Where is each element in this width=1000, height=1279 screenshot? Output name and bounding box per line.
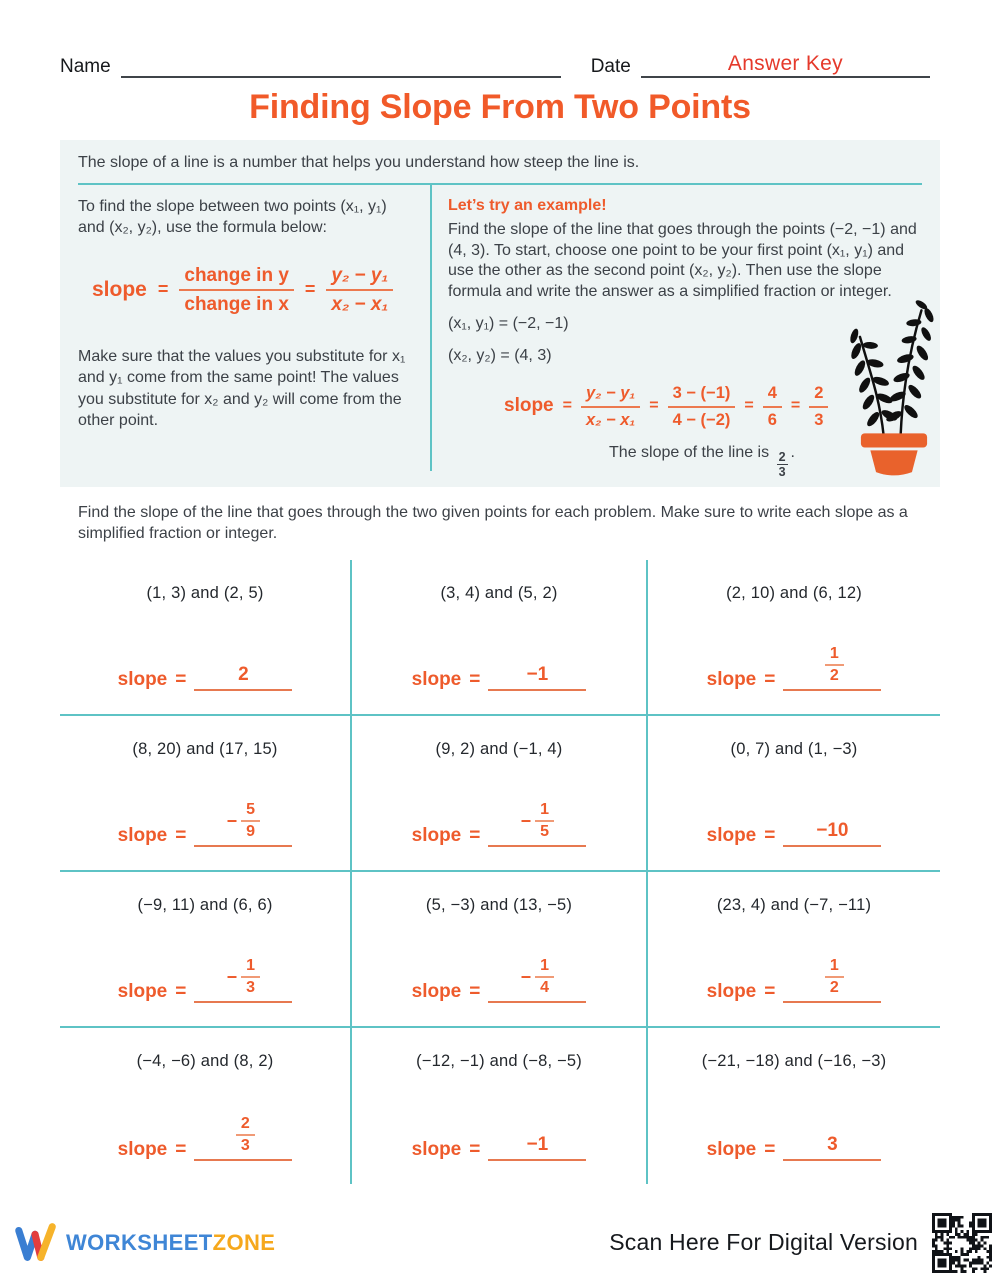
answer-numerator: 2 xyxy=(236,1114,255,1136)
fraction-denominator: x₂ − x₁ xyxy=(585,410,636,429)
header-row xyxy=(60,52,930,78)
answer-numerator: 1 xyxy=(535,956,554,978)
slope-word: slope xyxy=(504,395,554,417)
intro-lead: The slope of a line is a number that helps you understand how steep the line is. xyxy=(78,154,640,171)
answer-denominator: 3 xyxy=(240,1137,250,1154)
fraction-numerator: 2 xyxy=(809,384,828,408)
fraction-numerator: 2 xyxy=(778,449,786,464)
fraction-numerator: y₂ − y₁ xyxy=(581,384,640,408)
answer-fraction xyxy=(521,956,554,998)
answer-row xyxy=(352,1135,646,1161)
answer-blank-line xyxy=(488,800,586,847)
problem-points: (23, 4) and (−7, −11) xyxy=(716,896,872,914)
answer-fraction xyxy=(521,800,554,842)
variables-fraction xyxy=(581,384,640,430)
result-fraction xyxy=(763,384,782,430)
equals-sign: = xyxy=(790,397,801,415)
fraction-stack xyxy=(535,800,554,842)
answer-numerator: 1 xyxy=(535,800,554,822)
answer-fraction xyxy=(227,956,260,998)
conclusion-text: The slope of the line is xyxy=(609,443,770,461)
answer-blank-line xyxy=(488,1135,586,1161)
answer-denominator: 9 xyxy=(246,823,256,840)
substituted-fraction xyxy=(668,384,736,430)
page-title: Finding Slope From Two Points xyxy=(249,88,751,126)
equals-sign: = xyxy=(744,397,754,415)
horizontal-divider xyxy=(78,183,922,185)
answer-denominator: 2 xyxy=(829,979,839,996)
answer-key-text: Answer Key xyxy=(727,52,843,75)
answer-whole: −10 xyxy=(816,820,849,842)
answer-fraction xyxy=(227,800,260,842)
brand-worksheet: WORKSHEET xyxy=(66,1229,213,1255)
answer-row xyxy=(352,665,646,691)
answer-row xyxy=(648,956,940,1003)
problem-cell xyxy=(352,560,648,716)
fraction-denominator: 3 xyxy=(814,410,824,429)
problem-cell xyxy=(648,1028,940,1184)
fraction-numerator: change in y xyxy=(179,265,294,292)
answer-row xyxy=(60,800,350,847)
answer-row xyxy=(60,956,350,1003)
worksheetzone-logo-icon xyxy=(14,1221,58,1265)
problem-points: (−9, 11) and (6, 6) xyxy=(137,896,273,914)
problem-cell xyxy=(352,1028,648,1184)
answer-blank-line xyxy=(194,956,292,1003)
problem-cell xyxy=(60,560,352,716)
equals-sign: = xyxy=(469,669,481,691)
problems-grid xyxy=(60,560,940,1184)
equals-sign: = xyxy=(469,981,481,1003)
answer-blank-line xyxy=(488,956,586,1003)
problem-points: (−4, −6) and (8, 2) xyxy=(136,1052,274,1070)
answer-fraction xyxy=(232,1114,255,1156)
answer-denominator: 4 xyxy=(540,979,550,996)
problem-cell xyxy=(648,872,940,1028)
answer-row xyxy=(60,1114,350,1161)
answer-numerator: 1 xyxy=(241,956,260,978)
date-label: Date xyxy=(590,56,631,77)
info-left-column xyxy=(78,196,414,431)
problem-cell xyxy=(60,716,352,872)
answer-blank-line xyxy=(783,956,881,1003)
example-point-1: (x₁, y₁) = (−2, −1) xyxy=(448,314,569,332)
answer-blank-line xyxy=(783,1135,881,1161)
example-text: Find the slope of the line that goes through the points (−2, −1) and (4, 3). To start, choose one point to be your first point (x₁, y₁) and use the other as the second point (x₂, y₂). Then use the slope formula and write the answer as a simplified fraction or integer. xyxy=(448,220,917,301)
slope-word: slope xyxy=(92,278,147,302)
equals-sign: = xyxy=(175,1139,187,1161)
problem-cell xyxy=(60,872,352,1028)
answer-sign: − xyxy=(520,966,532,987)
answer-blank-line xyxy=(194,665,292,691)
problem-points: (3, 4) and (5, 2) xyxy=(440,584,558,602)
problem-cell xyxy=(648,716,940,872)
fraction-numerator: y₂ − y₁ xyxy=(326,265,393,292)
formula-intro-text: To find the slope between two points (x₁, y₁) and (x₂, y₂), use the formula below: xyxy=(78,198,387,237)
scan-text: Scan Here For Digital Version xyxy=(609,1229,918,1255)
info-box xyxy=(60,140,940,487)
answer-denominator: 5 xyxy=(540,823,550,840)
example-heading: Let’s try an example! xyxy=(448,197,607,214)
equals-sign: = xyxy=(175,825,187,847)
brand-logo xyxy=(14,1221,275,1265)
problem-cell xyxy=(60,1028,352,1184)
answer-numerator: 1 xyxy=(825,644,844,666)
fraction-denominator: 3 xyxy=(778,464,786,479)
problem-cell xyxy=(352,872,648,1028)
equals-sign: = xyxy=(562,397,572,415)
equals-sign: = xyxy=(157,279,169,300)
answer-numerator: 5 xyxy=(241,800,260,822)
conclusion-period: . xyxy=(790,443,795,461)
answer-row xyxy=(352,800,646,847)
answer-row xyxy=(648,1135,940,1161)
answer-sign: − xyxy=(520,810,532,831)
slope-label: slope xyxy=(117,1139,168,1161)
scan-group xyxy=(609,1211,994,1275)
slope-label: slope xyxy=(706,825,757,847)
slope-label: slope xyxy=(411,981,462,1003)
equals-sign: = xyxy=(304,279,316,300)
answer-blank-line xyxy=(783,644,881,691)
problem-points: (−12, −1) and (−8, −5) xyxy=(416,1052,582,1070)
problem-points: (0, 7) and (1, −3) xyxy=(730,740,858,758)
slope-label: slope xyxy=(411,1139,462,1161)
equals-sign: = xyxy=(764,669,776,691)
fraction-stack xyxy=(241,956,260,998)
fraction-stack xyxy=(825,644,844,686)
fraction-stack xyxy=(236,1114,255,1156)
slope-formula xyxy=(92,265,414,317)
variables-fraction xyxy=(326,265,393,317)
answer-whole: −1 xyxy=(526,1134,549,1156)
answer-whole: 3 xyxy=(827,1134,838,1156)
problem-points: (1, 3) and (2, 5) xyxy=(146,584,264,602)
brand-name xyxy=(66,1230,275,1256)
fraction-stack xyxy=(241,800,260,842)
footer xyxy=(0,1206,1000,1279)
fraction-stack xyxy=(535,956,554,998)
conclusion-fraction xyxy=(777,450,788,480)
answer-blank-line xyxy=(194,1114,292,1161)
brand-zone: ZONE xyxy=(212,1229,276,1255)
fraction-denominator: 6 xyxy=(767,410,777,429)
name-blank-line xyxy=(121,52,561,78)
slope-label: slope xyxy=(411,669,462,691)
example-point-2: (x₂, y₂) = (4, 3) xyxy=(448,346,552,364)
answer-numerator: 1 xyxy=(825,956,844,978)
fraction-denominator: change in x xyxy=(184,294,289,316)
answer-blank-line xyxy=(194,800,292,847)
problem-points: (5, −3) and (13, −5) xyxy=(425,896,573,914)
change-fraction xyxy=(179,265,294,317)
fraction-stack xyxy=(825,956,844,998)
qr-code xyxy=(930,1211,994,1275)
answer-row xyxy=(648,644,940,691)
problem-cell xyxy=(352,716,648,872)
answer-blank-line xyxy=(783,821,881,847)
formula-note-text: Make sure that the values you substitute for x₁ and y₁ come from the same point! The values you substitute for x₂ and y₂ will come from the other point. xyxy=(78,348,406,430)
equals-sign: = xyxy=(649,397,659,415)
answer-denominator: 2 xyxy=(829,667,839,684)
problem-cell xyxy=(648,560,940,716)
answer-denominator: 3 xyxy=(246,979,256,996)
date-blank-line xyxy=(641,52,930,78)
answer-whole: −1 xyxy=(526,664,549,686)
answer-whole: 2 xyxy=(238,664,249,686)
equals-sign: = xyxy=(469,1139,481,1161)
answer-blank-line xyxy=(488,665,586,691)
plant-illustration xyxy=(842,289,946,485)
equals-sign: = xyxy=(764,981,776,1003)
name-label: Name xyxy=(60,56,111,77)
equals-sign: = xyxy=(764,825,776,847)
answer-row xyxy=(648,821,940,847)
fraction-numerator: 4 xyxy=(763,384,782,408)
fraction-denominator: 4 − (−2) xyxy=(672,410,731,429)
fraction-numerator: 3 − (−1) xyxy=(668,384,736,408)
directions-text: Find the slope of the line that goes through the two given points for each problem. Make sure to write each slope as a simplified fraction or integer. xyxy=(78,504,908,542)
problem-points: (−21, −18) and (−16, −3) xyxy=(701,1052,887,1070)
slope-label: slope xyxy=(411,825,462,847)
equals-sign: = xyxy=(175,669,187,691)
simplified-fraction xyxy=(809,384,828,430)
slope-label: slope xyxy=(706,669,757,691)
slope-label: slope xyxy=(117,825,168,847)
equals-sign: = xyxy=(175,981,187,1003)
problem-points: (9, 2) and (−1, 4) xyxy=(435,740,563,758)
answer-sign: − xyxy=(226,966,238,987)
slope-label: slope xyxy=(117,981,168,1003)
slope-label: slope xyxy=(117,669,168,691)
equals-sign: = xyxy=(764,1139,776,1161)
problem-points: (2, 10) and (6, 12) xyxy=(726,584,862,602)
answer-fraction xyxy=(821,956,844,998)
fraction-denominator: x₂ − x₁ xyxy=(331,294,389,316)
equals-sign: = xyxy=(469,825,481,847)
answer-fraction xyxy=(821,644,844,686)
vertical-divider xyxy=(430,185,432,471)
slope-label: slope xyxy=(706,981,757,1003)
answer-row xyxy=(60,665,350,691)
answer-sign: − xyxy=(226,810,238,831)
problem-points: (8, 20) and (17, 15) xyxy=(132,740,278,758)
slope-label: slope xyxy=(706,1139,757,1161)
answer-row xyxy=(352,956,646,1003)
